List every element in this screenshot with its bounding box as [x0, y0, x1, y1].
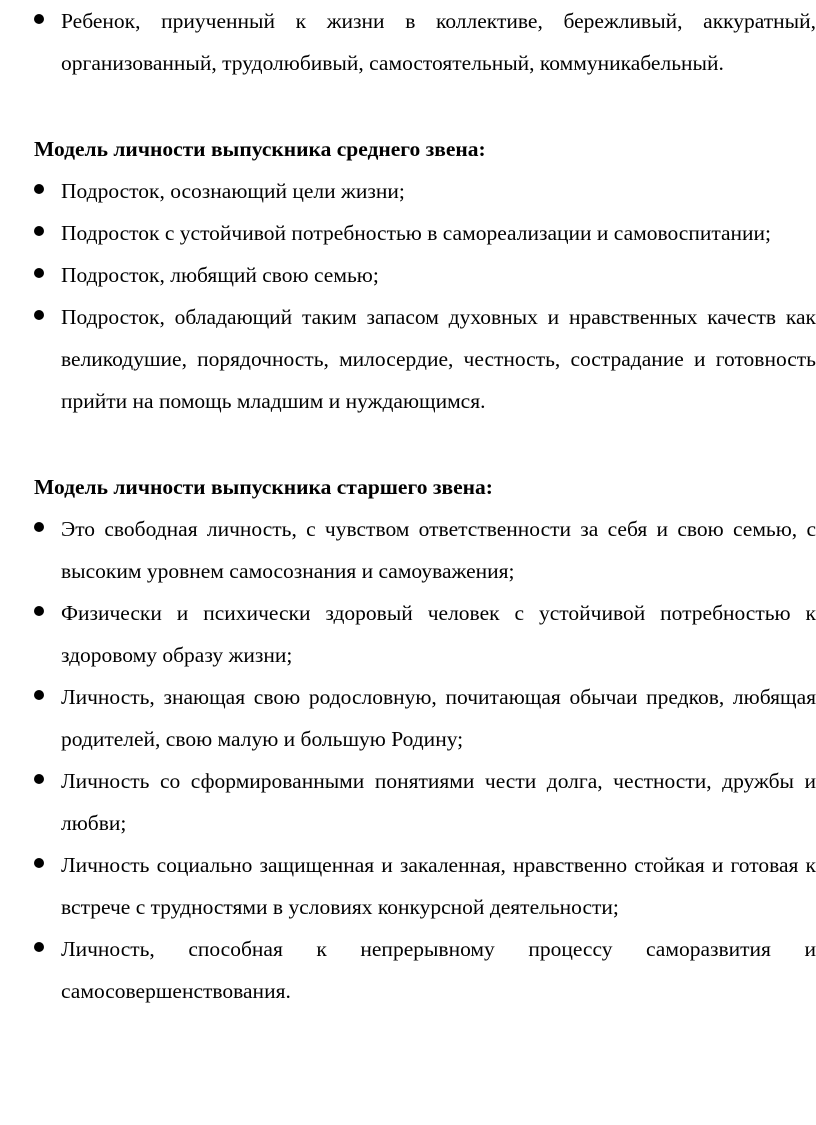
- list-item-text: Личность социально защищенная и закаленная, нравственно стойкая и готовая к встрече с трудностями в условиях конкурсной деятельности;: [61, 853, 816, 919]
- bullet-icon: [34, 858, 44, 868]
- bullet-icon: [34, 268, 44, 278]
- senior-section-list: [34, 508, 816, 1012]
- list-item-text: Подросток, обладающий таким запасом духовных и нравственных качеств как великодушие, порядочность, милосердие, честность, сострадание и готовность прийти на помощь младшим и нуждающимся.: [61, 305, 816, 413]
- list-item: [34, 508, 816, 592]
- list-item: [34, 170, 816, 212]
- bullet-icon: [34, 774, 44, 784]
- middle-section-list: [34, 170, 816, 422]
- list-item: [34, 592, 816, 676]
- list-item: [34, 760, 816, 844]
- list-item-text: Ребенок, приученный к жизни в коллективе, бережливый, аккуратный, организованный, трудолюбивый, самостоятельный, коммуникабельный.: [61, 9, 816, 75]
- list-item: [34, 928, 816, 1012]
- bullet-icon: [34, 226, 44, 236]
- bullet-icon: [34, 522, 44, 532]
- intro-list: [34, 0, 816, 84]
- bullet-icon: [34, 942, 44, 952]
- list-item-text: Подросток, любящий свою семью;: [61, 263, 379, 287]
- list-item: [34, 296, 816, 422]
- list-item: [34, 0, 816, 84]
- list-item-text: Личность, способная к непрерывному процессу саморазвития и самосовершенствования.: [61, 937, 816, 1003]
- list-item-text: Личность со сформированными понятиями чести долга, честности, дружбы и любви;: [61, 769, 816, 835]
- middle-section-heading: Модель личности выпускника среднего звена:: [34, 137, 486, 161]
- bullet-icon: [34, 14, 44, 24]
- senior-section-heading: Модель личности выпускника старшего звена:: [34, 475, 493, 499]
- bullet-icon: [34, 690, 44, 700]
- list-item-text: Физически и психически здоровый человек с устойчивой потребностью к здоровому образу жизни;: [61, 601, 816, 667]
- list-item-text: Это свободная личность, с чувством ответственности за себя и свою семью, с высоким уровнем самосознания и самоуважения;: [61, 517, 816, 583]
- list-item: [34, 844, 816, 928]
- list-item-text: Личность, знающая свою родословную, почитающая обычаи предков, любящая родителей, свою малую и большую Родину;: [61, 685, 816, 751]
- list-item: [34, 212, 816, 254]
- bullet-icon: [34, 184, 44, 194]
- list-item-text: Подросток с устойчивой потребностью в самореализации и самовоспитании;: [61, 221, 772, 245]
- list-item: [34, 254, 816, 296]
- bullet-icon: [34, 606, 44, 616]
- list-item: [34, 676, 816, 760]
- bullet-icon: [34, 310, 44, 320]
- list-item-text: Подросток, осознающий цели жизни;: [61, 179, 405, 203]
